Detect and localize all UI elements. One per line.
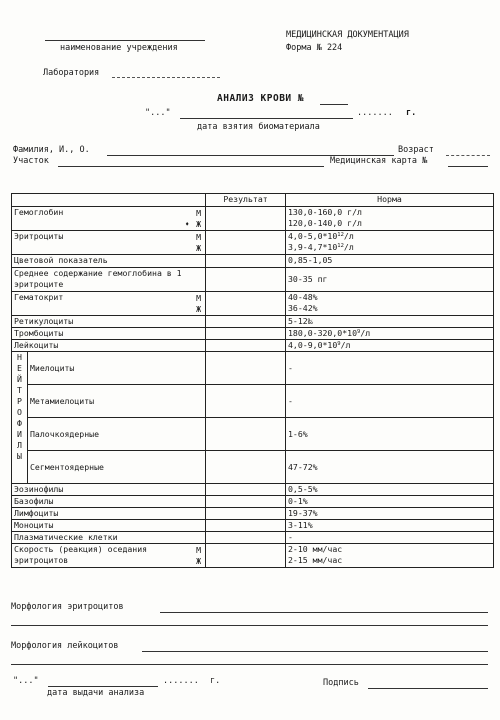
header-result: Результат — [206, 194, 286, 207]
neutrophils-vertical-letter: И — [17, 429, 22, 439]
issue-date-month-line[interactable] — [48, 686, 158, 687]
row-name-erythrocytes: Эритроциты М Ж — [12, 231, 206, 255]
row-name-mch: Среднее содержание гемоглобина в 1 эритроците — [12, 268, 206, 292]
header-norm: Норма — [286, 194, 494, 207]
norm-cell: 5-12‰ — [286, 316, 494, 328]
row-name-reticulocytes: Ретикулоциты — [12, 316, 206, 328]
table-row — [12, 544, 494, 568]
norm-cell: 1-6% — [286, 418, 494, 451]
sample-date-month-line[interactable] — [180, 118, 353, 119]
leukocyte-morphology-label: Морфология лейкоцитов — [11, 641, 119, 651]
row-name-color-index: Цветовой показатель — [12, 255, 206, 268]
sex-male-label: М — [196, 545, 201, 555]
result-cell[interactable] — [206, 385, 286, 418]
neutrophils-vertical-letter: Р — [17, 396, 22, 406]
result-cell[interactable] — [206, 292, 286, 316]
leukocyte-morphology-line-1[interactable] — [142, 651, 488, 652]
table-row — [12, 496, 494, 508]
header-indicator-cell — [12, 194, 206, 207]
norm-cell: 0-1% — [286, 496, 494, 508]
norm-cell: 47-72% — [286, 451, 494, 484]
table-row — [12, 292, 494, 316]
age-label: Возраст — [398, 145, 434, 155]
district-line[interactable] — [58, 166, 324, 167]
result-cell[interactable] — [206, 328, 286, 340]
row-name-plasma-cells: Плазматические клетки — [12, 532, 206, 544]
norm-cell: - — [286, 352, 494, 385]
neutrophils-vertical-letter: Л — [17, 440, 22, 450]
norm-cell — [286, 231, 494, 255]
result-cell[interactable] — [206, 484, 286, 496]
table-row — [12, 316, 494, 328]
sex-female-label: Ж — [196, 556, 201, 566]
norm-cell: - — [286, 532, 494, 544]
neutrophils-vertical-letter: Ы — [17, 451, 22, 461]
norm-male: 40-48% — [288, 292, 318, 302]
age-line[interactable] — [446, 155, 490, 156]
result-cell[interactable] — [206, 496, 286, 508]
neutrophils-vertical-label — [12, 352, 28, 484]
result-cell[interactable] — [206, 451, 286, 484]
table-row — [12, 484, 494, 496]
sample-date-dots: ....... — [357, 108, 393, 118]
norm-cell: 30-35 пг — [286, 268, 494, 292]
norm-male: $4,0-5,0*10^{12}/л$ — [288, 231, 354, 241]
result-cell[interactable] — [206, 352, 286, 385]
result-cell[interactable] — [206, 544, 286, 568]
laboratory-line[interactable] — [112, 77, 220, 78]
row-name-band-neutrophils: Палочкоядерные — [28, 418, 206, 451]
form-number: Форма № 224 — [286, 43, 343, 53]
medical-card-line[interactable] — [448, 166, 488, 167]
norm-cell: 0,85-1,05 — [286, 255, 494, 268]
marker-icon: ♦ — [185, 221, 189, 228]
result-cell[interactable] — [206, 268, 286, 292]
sex-male-label: М — [196, 208, 201, 218]
issue-date-dots: ....... — [163, 676, 199, 686]
table-row — [12, 385, 494, 418]
sex-male-label: М — [196, 293, 201, 303]
neutrophils-vertical-letter: О — [17, 407, 22, 417]
row-name-metamyelocytes: Метамиелоциты — [28, 385, 206, 418]
norm-male: 2-10 мм/час — [288, 544, 343, 554]
analysis-title: АНАЛИЗ КРОВИ № — [217, 93, 305, 104]
table-row — [12, 340, 494, 352]
norm-cell: 0,5-5% — [286, 484, 494, 496]
row-name-platelets: Тромбоциты — [12, 328, 206, 340]
table-row — [12, 231, 494, 255]
table-row — [12, 328, 494, 340]
laboratory-label: Лаборатория — [43, 68, 100, 78]
neutrophils-vertical-letter: Е — [17, 363, 22, 373]
doc-type-label: МЕДИЦИНСКАЯ ДОКУМЕНТАЦИЯ — [286, 30, 409, 40]
row-name-monocytes: Моноциты — [12, 520, 206, 532]
blood-analysis-table — [11, 193, 494, 568]
norm-cell: $180,0-320,0*10^9/л$ — [286, 328, 494, 340]
table-row — [12, 520, 494, 532]
row-name-esr: Скорость (реакция) оседания эритроцитов М Ж — [12, 544, 206, 568]
medical-card-label: Медицинская карта № — [330, 156, 428, 166]
leukocyte-morphology-line-2[interactable] — [11, 664, 488, 665]
issue-date-quote: "..." — [13, 676, 39, 686]
neutrophils-vertical-letter: Н — [17, 352, 22, 362]
neutrophils-vertical-letter: Ф — [17, 418, 22, 428]
sex-female-label: Ж — [196, 304, 201, 314]
norm-cell: - — [286, 385, 494, 418]
erythrocyte-morphology-label: Морфология эритроцитов — [11, 602, 124, 612]
institution-name-line[interactable] — [45, 40, 205, 41]
signature-label: Подпись — [323, 678, 359, 688]
table-row — [12, 451, 494, 484]
norm-cell: 19-37% — [286, 508, 494, 520]
result-cell[interactable] — [206, 418, 286, 451]
sample-date-quote: "..." — [145, 108, 171, 118]
norm-cell — [286, 292, 494, 316]
norm-female: 36-42% — [288, 303, 318, 313]
erythrocyte-morphology-line-2[interactable] — [11, 625, 488, 626]
result-cell[interactable] — [206, 340, 286, 352]
norm-male: 130,0-160,0 г/л — [288, 207, 362, 217]
signature-line[interactable] — [368, 688, 488, 689]
row-name-eosinophils: Эозинофилы — [12, 484, 206, 496]
row-name-hemoglobin: Гемоглобин М ♦ Ж — [12, 207, 206, 231]
result-cell[interactable] — [206, 508, 286, 520]
result-cell[interactable] — [206, 207, 286, 231]
table-header-row — [12, 194, 494, 207]
result-cell[interactable] — [206, 316, 286, 328]
table-row — [12, 207, 494, 231]
result-cell[interactable] — [206, 532, 286, 544]
result-cell[interactable] — [206, 520, 286, 532]
result-cell[interactable] — [206, 231, 286, 255]
sex-female-label: Ж — [196, 243, 201, 253]
table-row — [12, 418, 494, 451]
table-row — [12, 268, 494, 292]
norm-female: 120,0-140,0 г/л — [288, 218, 362, 228]
norm-cell: $4,0-9,0*10^9/л$ — [286, 340, 494, 352]
row-name-myelocytes: Миелоциты — [28, 352, 206, 385]
sample-date-caption: дата взятия биоматериала — [197, 122, 320, 132]
row-name-basophils: Базофилы — [12, 496, 206, 508]
table-row — [12, 508, 494, 520]
row-name-segmented-neutrophils: Сегментоядерные — [28, 451, 206, 484]
row-name-hematocrit: Гематокрит М Ж — [12, 292, 206, 316]
erythrocyte-morphology-line-1[interactable] — [160, 612, 488, 613]
table-row — [12, 352, 494, 385]
norm-cell — [286, 544, 494, 568]
table-row — [12, 532, 494, 544]
norm-female: 2-15 мм/час — [288, 555, 343, 565]
district-label: Участок — [13, 156, 49, 166]
norm-female: $3,9-4,7*10^{12}/л$ — [288, 242, 354, 252]
norm-cell — [286, 207, 494, 231]
analysis-number-line[interactable] — [320, 104, 348, 105]
sex-female-label: Ж — [196, 219, 201, 229]
issue-date-caption: дата выдачи анализа — [47, 688, 145, 698]
institution-label: наименование учреждения — [60, 43, 178, 53]
patient-name-label: Фамилия, И., О. — [13, 145, 90, 155]
result-cell[interactable] — [206, 255, 286, 268]
table-row — [12, 255, 494, 268]
sample-year-suffix: г. — [406, 108, 417, 118]
row-name-leukocytes: Лейкоциты — [12, 340, 206, 352]
sex-male-label: М — [196, 232, 201, 242]
issue-year-suffix: г. — [210, 676, 221, 686]
neutrophils-vertical-letter: Т — [17, 385, 22, 395]
norm-cell: 3-11% — [286, 520, 494, 532]
neutrophils-vertical-letter: Й — [17, 374, 22, 384]
row-name-lymphocytes: Лимфоциты — [12, 508, 206, 520]
